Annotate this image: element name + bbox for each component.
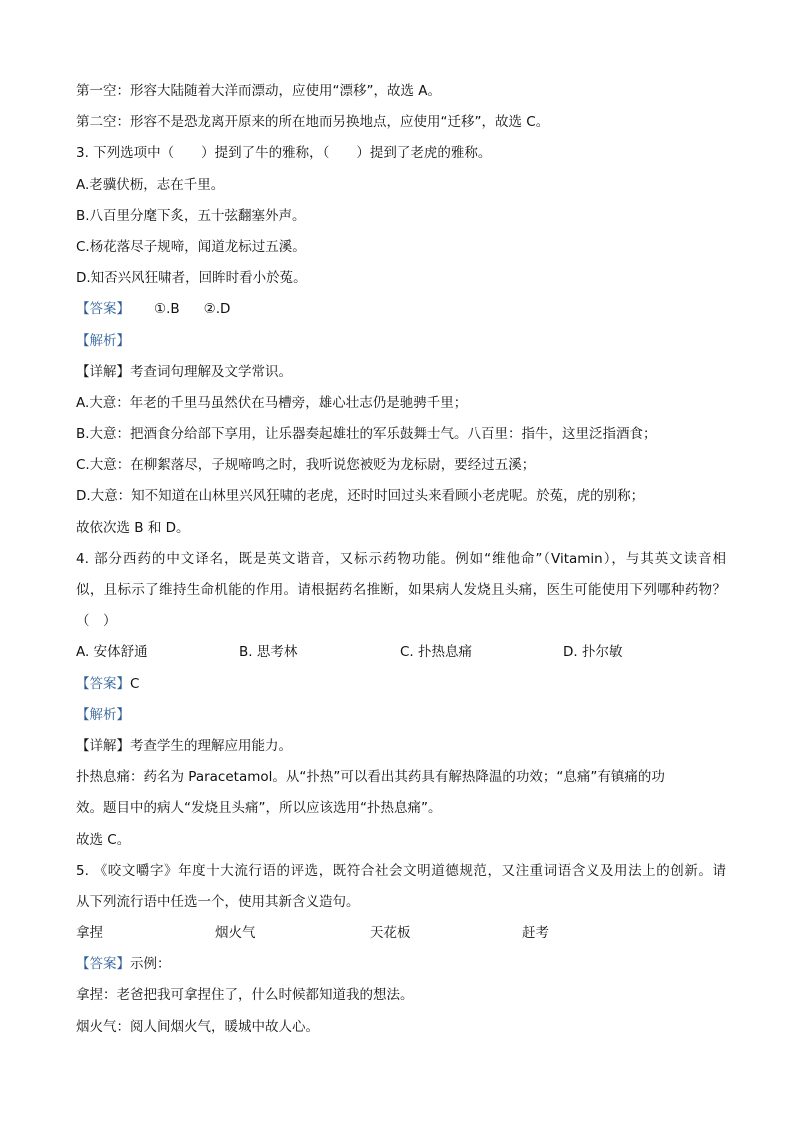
answer-value: ②.D: [203, 301, 231, 318]
option-c: C. 扑热息痛: [400, 644, 473, 661]
answer-value: C: [130, 675, 140, 692]
text-line: 第二空：形容不是恐龙离开原来的所在地而另换地点，应使用“迁移”，故选 C。: [76, 114, 550, 131]
text-line: 拿捏：老爸把我可拿捏住了，什么时候都知道我的想法。: [76, 987, 414, 1004]
answer-label: 【答案】: [76, 301, 130, 318]
answer-label: 【答案】: [76, 675, 130, 692]
question-4: 4. 部分西药的中文译名，既是英文谐音，又标示药物功能。例如“维他命”（Vitamin），与其英文读音相: [76, 550, 726, 567]
word-item: 赶考: [522, 925, 549, 942]
text-line: 效。题目中的病人“发烧且头痛”，所以应该选用“扑热息痛”。: [76, 800, 442, 817]
detail-text: 考查词句理解及文学常识。: [130, 363, 292, 380]
detail-line: [76, 731, 726, 762]
question-4-blank: （ ）: [76, 613, 117, 630]
words-row: [76, 918, 726, 949]
document-page: [76, 76, 726, 1043]
question-4-cont: 似，且标示了维持生命机能的作用。请根据药名推断，如果病人发烧且头痛，医生可能使用下列哪种药物？: [76, 582, 726, 598]
answer-line: [76, 294, 726, 325]
detail-label: 【详解】: [76, 363, 130, 380]
text-line: 第一空：形容大陆随着大洋而漂动，应使用“漂移”，故选 A。: [76, 83, 442, 99]
text-line: A.大意：年老的千里马虽然伏在马槽旁，雄心壮志仍是驰骋千里；: [76, 394, 468, 411]
answer-value: 示例：: [130, 956, 171, 973]
analysis-label: 【解析】: [76, 332, 130, 349]
option-a: A.老骥伏枥，志在千里。: [76, 176, 225, 193]
word-item: 烟火气: [215, 925, 256, 942]
text-line: D.大意：知不知道在山林里兴风狂啸的老虎，还时时回过头来看顾小老虎呢。於菟，虎的别称；: [76, 488, 645, 505]
answer-line: [76, 949, 726, 980]
answer-value: ①.B: [154, 301, 180, 318]
answer-line: [76, 669, 726, 700]
text-line: 烟火气：阅人间烟火气，暖城中故人心。: [76, 1018, 319, 1035]
text-line: 扑热息痛：药名为 Paracetamol。从“扑热”可以看出其药具有解热降温的功效；“息痛”有镇痛的功: [76, 769, 665, 786]
option-a: A. 安体舒通: [76, 644, 148, 661]
question-3: 3. 下列选项中（ ）提到了牛的雅称，（ ）提到了老虎的雅称。: [76, 145, 492, 162]
option-d: D.知否兴风狂啸者，回眸时看小於菟。: [76, 270, 307, 287]
detail-line: [76, 357, 726, 388]
analysis-label: 【解析】: [76, 706, 130, 723]
text-line: B.大意：把酒食分给部下享用，让乐器奏起雄壮的军乐鼓舞士气。八百里：指牛，这里泛指酒食；: [76, 426, 657, 443]
answer-label: 【答案】: [76, 956, 130, 973]
detail-label: 【详解】: [76, 737, 130, 754]
text-line: 故依次选 B 和 D。: [76, 519, 190, 536]
word-item: 天花板: [370, 925, 411, 942]
option-d: D. 扑尔敏: [563, 644, 623, 661]
option-b: B.八百里分麾下炙，五十弦翻塞外声。: [76, 207, 306, 224]
option-b: B. 思考林: [239, 644, 298, 661]
word-item: 拿捏: [76, 925, 103, 942]
options-row: [76, 637, 726, 668]
option-c: C.杨花落尽子规啼，闻道龙标过五溪。: [76, 238, 306, 255]
detail-text: 考查学生的理解应用能力。: [130, 737, 292, 754]
text-line: 故选 C。: [76, 831, 131, 848]
question-5: 5. 《咬文嚼字》年度十大流行语的评选，既符合社会文明道德规范，又注重词语含义及用法上的创新。请: [76, 862, 726, 879]
question-5-cont: 从下列流行语中任选一个，使用其新含义造句。: [76, 893, 360, 910]
text-line: C.大意：在柳絮落尽，子规啼鸣之时，我听说您被贬为龙标尉，要经过五溪；: [76, 457, 536, 474]
